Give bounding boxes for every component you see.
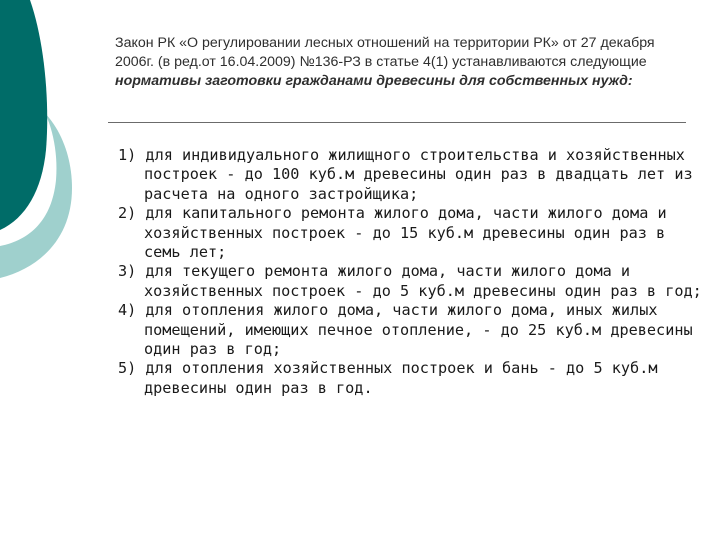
list-item: 3) для текущего ремонта жилого дома, части жилого дома и хозяйственных построек - до 5 куб.м древесины один раз в год; (118, 262, 702, 300)
list-item: 4) для отопления жилого дома, части жилого дома, иных жилых помещений, имеющих печное отопление, - до 25 куб.м древесины один раз в год; (118, 301, 693, 359)
law-header-emphasis: нормативы заготовки гражданами древесины для собственных нужд: (115, 73, 633, 89)
law-header-intro: Закон РК «О регулировании лесных отношений на территории РК» от 27 декабря 2006г. (в ред.от 16.04.2009) №136-РЗ в статье 4(1) устанавливаются следующие (115, 35, 655, 70)
slide-decoration (0, 0, 110, 300)
divider (108, 122, 686, 123)
list-item: 5) для отопления хозяйственных построек и бань - до 5 куб.м древесины один раз в год. (118, 359, 658, 397)
law-header (115, 34, 695, 91)
list-item: 2) для капитального ремонта жилого дома, части жилого дома и хозяйственных построек - до 15 куб.м древесины один раз в семь лет; (118, 204, 667, 262)
list-item: 1) для индивидуального жилищного строительства и хозяйственных построек - до 100 куб.м древесины один раз в двадцать лет из расчета на одного застройщика; (118, 146, 693, 203)
norms-list (118, 146, 703, 398)
